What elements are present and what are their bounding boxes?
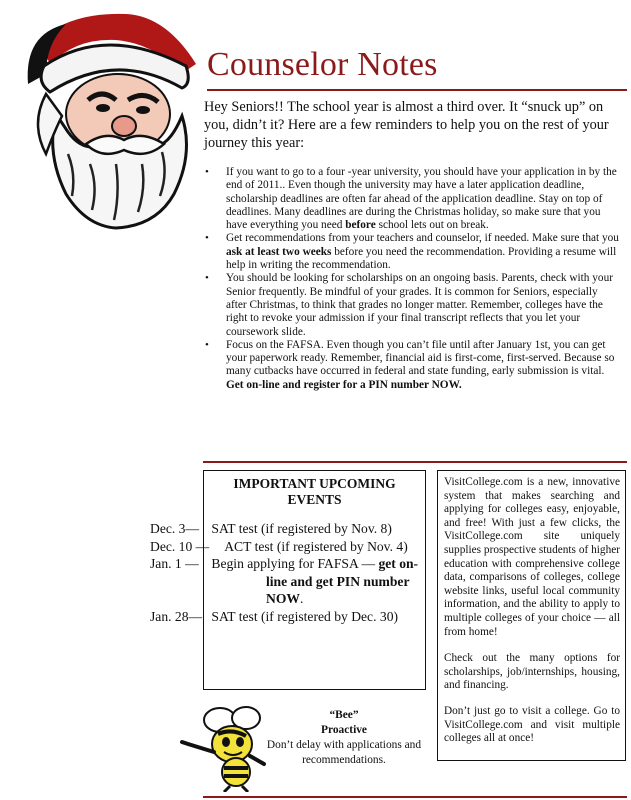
visitcollege-paragraph: VisitCollege.com is a new, innovative system that makes searching and applying for colleges easy, enjoyable, and free! With just a few clicks, the VisitCollege.com site uniquely supplies prospective students of higher education with comprehensive college data, comparisons of colleges, college website links, useful local community information, and the ability to apply to multiple colleges of your choice — all from home! bbox=[444, 476, 620, 638]
event-date: Dec. 10 — bbox=[150, 538, 210, 554]
reminder-item: • Get recommendations from your teachers and counselor, if needed. Make sure that you ask at least two weeks before you need the recommendation. Providing a resume will help in writing the recommendation. bbox=[205, 232, 621, 272]
bee-proactive-caption bbox=[265, 708, 423, 768]
reminder-item: • Focus on the FAFSA. Even though you can’t file until after January 1st, you can get your paperwork ready. Remember, financial aid is first-come, first-served. Because so many cutbacks have occurred in federal and state funding, early submission is vital. Get on-line and register for a PIN number NOW. bbox=[205, 339, 621, 392]
event-item: Jan. 28— SAT test (if registered by Dec. 30) bbox=[150, 608, 399, 624]
event-item: Dec. 10 — ACT test (if registered by Nov. 4) bbox=[150, 538, 408, 554]
visitcollege-box bbox=[437, 470, 626, 761]
intro-paragraph: Hey Seniors!! The school year is almost a third over. It “snuck up” on you, didn’t it? Here are a few reminders to help you on the rest of your journey this year: bbox=[204, 99, 609, 151]
bee-message: Don’t delay with applications and recommendations. bbox=[266, 739, 422, 766]
reminder-list bbox=[205, 166, 621, 392]
events-list bbox=[150, 520, 425, 626]
event-item: Jan. 1 — Begin applying for FAFSA — get on-line and get PIN number NOW. bbox=[150, 556, 419, 607]
bee-subtitle: Proactive bbox=[321, 724, 367, 736]
section-divider bbox=[203, 461, 627, 463]
reminder-item: • If you want to go to a four -year university, you should have your application in by the end of 2011.. Even though the university may have a later application deadline, scholarship deadlines are often far ahead of the application deadline. Stay on top of deadlines. Many deadlines are during the Christmas holiday, so make sure that you have everything you need before school lets out on break. bbox=[205, 166, 621, 232]
bee-title: “Bee” bbox=[329, 709, 359, 721]
visitcollege-paragraph: Don’t just go to visit a college. Go to VisitCollege.com and visit multiple colleges all at once! bbox=[444, 704, 620, 745]
bottom-divider bbox=[203, 796, 627, 798]
page-title: Counselor Notes bbox=[207, 46, 438, 83]
reminder-item: • You should be looking for scholarships on an ongoing basis. Parents, check with your Senior frequently. Be mindful of your grades. It is common for Seniors, especially after Christmas, to think that grades no longer matter. Remember, colleges have the right to revoke your admission if your final transcript reflects that you let your coursework slide. bbox=[205, 272, 621, 338]
event-item: Dec. 3— SAT test (if registered by Nov. 8) bbox=[150, 521, 392, 536]
santa-claus-illustration bbox=[6, 4, 206, 232]
bee-icon bbox=[180, 700, 278, 792]
upcoming-events-box bbox=[150, 470, 426, 690]
visitcollege-paragraph: Check out the many options for scholarships, job/internships, housing, and financing. bbox=[444, 652, 620, 692]
events-title: IMPORTANT UPCOMING EVENTS bbox=[233, 476, 396, 507]
title-divider bbox=[207, 89, 627, 91]
